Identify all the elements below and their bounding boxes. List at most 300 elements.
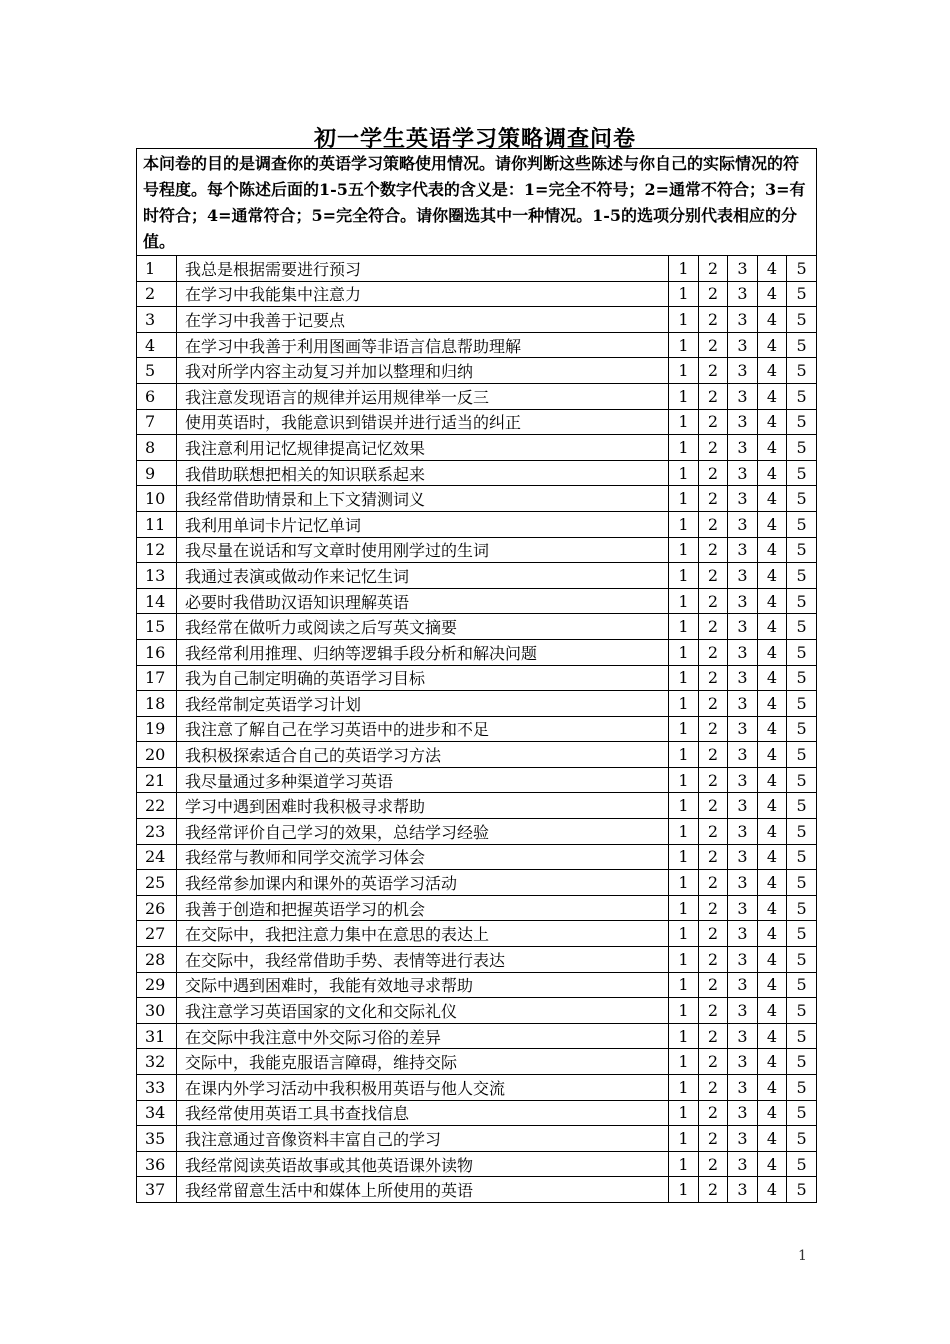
rating-option-2[interactable]: 2	[699, 921, 728, 947]
survey-item-row	[137, 1023, 817, 1049]
item-number: 16	[137, 639, 177, 665]
rating-option-2[interactable]: 2	[699, 307, 728, 333]
rating-option-3[interactable]: 3	[728, 639, 758, 665]
rating-option-4[interactable]: 4	[758, 1049, 787, 1075]
rating-option-3[interactable]: 3	[728, 716, 758, 742]
survey-item-row	[137, 1075, 817, 1101]
rating-option-1[interactable]: 1	[669, 383, 699, 409]
rating-option-4[interactable]: 4	[758, 870, 787, 896]
survey-item-row	[137, 895, 817, 921]
item-statement: 我借助联想把相关的知识联系起来	[177, 460, 669, 486]
item-number: 27	[137, 921, 177, 947]
rating-option-4[interactable]: 4	[758, 639, 787, 665]
survey-item-row	[137, 383, 817, 409]
survey-item-row	[137, 307, 817, 333]
rating-option-1[interactable]: 1	[669, 486, 699, 512]
survey-item-row	[137, 409, 817, 435]
rating-option-5[interactable]: 5	[787, 844, 817, 870]
rating-option-1[interactable]: 1	[669, 767, 699, 793]
rating-option-4[interactable]: 4	[758, 281, 787, 307]
rating-option-3[interactable]: 3	[728, 358, 758, 384]
rating-option-3[interactable]: 3	[728, 972, 758, 998]
rating-option-3[interactable]: 3	[728, 1151, 758, 1177]
item-number: 19	[137, 716, 177, 742]
item-statement: 我经常留意生活中和媒体上所使用的英语	[177, 1177, 669, 1203]
rating-option-5[interactable]: 5	[787, 281, 817, 307]
item-statement: 我注意利用记忆规律提高记忆效果	[177, 435, 669, 461]
rating-option-3[interactable]: 3	[728, 1049, 758, 1075]
rating-option-4[interactable]: 4	[758, 307, 787, 333]
rating-option-3[interactable]: 3	[728, 409, 758, 435]
rating-option-2[interactable]: 2	[699, 614, 728, 640]
rating-option-2[interactable]: 2	[699, 691, 728, 717]
item-number: 33	[137, 1075, 177, 1101]
rating-option-2[interactable]: 2	[699, 844, 728, 870]
item-statement: 在学习中我善于记要点	[177, 307, 669, 333]
rating-option-3[interactable]: 3	[728, 614, 758, 640]
item-number: 31	[137, 1023, 177, 1049]
rating-option-4[interactable]: 4	[758, 614, 787, 640]
rating-option-2[interactable]: 2	[699, 742, 728, 768]
rating-option-4[interactable]: 4	[758, 511, 787, 537]
rating-option-5[interactable]: 5	[787, 921, 817, 947]
rating-option-4[interactable]: 4	[758, 486, 787, 512]
rating-option-3[interactable]: 3	[728, 1126, 758, 1152]
rating-option-2[interactable]: 2	[699, 972, 728, 998]
rating-option-5[interactable]: 5	[787, 895, 817, 921]
rating-option-3[interactable]: 3	[728, 819, 758, 845]
item-statement: 在交际中我注意中外交际习俗的差异	[177, 1023, 669, 1049]
survey-item-row	[137, 665, 817, 691]
survey-table	[136, 148, 817, 1203]
survey-item-row	[137, 281, 817, 307]
rating-option-5[interactable]: 5	[787, 537, 817, 563]
rating-option-4[interactable]: 4	[758, 947, 787, 973]
rating-option-3[interactable]: 3	[728, 281, 758, 307]
rating-option-3[interactable]: 3	[728, 793, 758, 819]
rating-option-5[interactable]: 5	[787, 819, 817, 845]
rating-option-2[interactable]: 2	[699, 1126, 728, 1152]
rating-option-1[interactable]: 1	[669, 1126, 699, 1152]
rating-option-3[interactable]: 3	[728, 844, 758, 870]
rating-option-4[interactable]: 4	[758, 1075, 787, 1101]
rating-option-2[interactable]: 2	[699, 639, 728, 665]
rating-option-3[interactable]: 3	[728, 767, 758, 793]
rating-option-1[interactable]: 1	[669, 870, 699, 896]
survey-item-row	[137, 563, 817, 589]
survey-item-row	[137, 358, 817, 384]
rating-option-3[interactable]: 3	[728, 511, 758, 537]
item-statement: 我经常在做听力或阅读之后写英文摘要	[177, 614, 669, 640]
item-number: 2	[137, 281, 177, 307]
rating-option-4[interactable]: 4	[758, 844, 787, 870]
rating-option-3[interactable]: 3	[728, 435, 758, 461]
rating-option-2[interactable]: 2	[699, 383, 728, 409]
item-statement: 我尽量通过多种渠道学习英语	[177, 767, 669, 793]
rating-option-1[interactable]: 1	[669, 537, 699, 563]
survey-item-row	[137, 998, 817, 1024]
item-number: 7	[137, 409, 177, 435]
rating-option-5[interactable]: 5	[787, 486, 817, 512]
rating-option-1[interactable]: 1	[669, 691, 699, 717]
rating-option-4[interactable]: 4	[758, 358, 787, 384]
rating-option-2[interactable]: 2	[699, 895, 728, 921]
rating-option-3[interactable]: 3	[728, 665, 758, 691]
rating-option-5[interactable]: 5	[787, 409, 817, 435]
rating-option-2[interactable]: 2	[699, 537, 728, 563]
rating-option-5[interactable]: 5	[787, 947, 817, 973]
survey-item-row	[137, 691, 817, 717]
rating-option-3[interactable]: 3	[728, 1177, 758, 1203]
item-statement: 交际中，我能克服语言障碍，维持交际	[177, 1049, 669, 1075]
rating-option-5[interactable]: 5	[787, 998, 817, 1024]
survey-item-row	[137, 819, 817, 845]
rating-option-3[interactable]: 3	[728, 256, 758, 282]
rating-option-3[interactable]: 3	[728, 895, 758, 921]
rating-option-2[interactable]: 2	[699, 767, 728, 793]
rating-option-1[interactable]: 1	[669, 281, 699, 307]
rating-option-2[interactable]: 2	[699, 358, 728, 384]
item-statement: 我为自己制定明确的英语学习目标	[177, 665, 669, 691]
rating-option-3[interactable]: 3	[728, 947, 758, 973]
rating-option-2[interactable]: 2	[699, 1049, 728, 1075]
rating-option-2[interactable]: 2	[699, 665, 728, 691]
rating-option-2[interactable]: 2	[699, 1151, 728, 1177]
rating-option-4[interactable]: 4	[758, 921, 787, 947]
survey-item-row	[137, 614, 817, 640]
rating-option-4[interactable]: 4	[758, 793, 787, 819]
rating-option-1[interactable]: 1	[669, 614, 699, 640]
item-statement: 学习中遇到困难时我积极寻求帮助	[177, 793, 669, 819]
rating-option-1[interactable]: 1	[669, 1100, 699, 1126]
item-number: 5	[137, 358, 177, 384]
item-number: 20	[137, 742, 177, 768]
rating-option-1[interactable]: 1	[669, 409, 699, 435]
item-number: 30	[137, 998, 177, 1024]
survey-item-row	[137, 460, 817, 486]
item-statement: 我尽量在说话和写文章时使用刚学过的生词	[177, 537, 669, 563]
survey-item-row	[137, 511, 817, 537]
rating-option-1[interactable]: 1	[669, 1049, 699, 1075]
rating-option-5[interactable]: 5	[787, 563, 817, 589]
survey-item-row	[137, 1126, 817, 1152]
item-number: 21	[137, 767, 177, 793]
rating-option-5[interactable]: 5	[787, 1126, 817, 1152]
survey-item-row	[137, 588, 817, 614]
rating-option-4[interactable]: 4	[758, 1126, 787, 1152]
item-statement: 在课内外学习活动中我积极用英语与他人交流	[177, 1075, 669, 1101]
item-number: 6	[137, 383, 177, 409]
rating-option-2[interactable]: 2	[699, 256, 728, 282]
item-number: 32	[137, 1049, 177, 1075]
rating-option-1[interactable]: 1	[669, 358, 699, 384]
item-statement: 我积极探索适合自己的英语学习方法	[177, 742, 669, 768]
item-statement: 使用英语时，我能意识到错误并进行适当的纠正	[177, 409, 669, 435]
rating-option-2[interactable]: 2	[699, 819, 728, 845]
rating-option-4[interactable]: 4	[758, 332, 787, 358]
item-number: 3	[137, 307, 177, 333]
item-statement: 我经常评价自己学习的效果，总结学习经验	[177, 819, 669, 845]
survey-item-row	[137, 793, 817, 819]
rating-option-4[interactable]: 4	[758, 716, 787, 742]
rating-option-4[interactable]: 4	[758, 742, 787, 768]
rating-option-4[interactable]: 4	[758, 1177, 787, 1203]
rating-option-5[interactable]: 5	[787, 460, 817, 486]
rating-option-4[interactable]: 4	[758, 895, 787, 921]
rating-option-1[interactable]: 1	[669, 716, 699, 742]
rating-option-3[interactable]: 3	[728, 307, 758, 333]
rating-option-3[interactable]: 3	[728, 563, 758, 589]
rating-option-5[interactable]: 5	[787, 614, 817, 640]
rating-option-5[interactable]: 5	[787, 716, 817, 742]
item-statement: 我注意了解自己在学习英语中的进步和不足	[177, 716, 669, 742]
survey-item-row	[137, 947, 817, 973]
survey-item-row	[137, 1177, 817, 1203]
item-number: 36	[137, 1151, 177, 1177]
item-number: 28	[137, 947, 177, 973]
item-number: 1	[137, 256, 177, 282]
item-statement: 我注意发现语言的规律并运用规律举一反三	[177, 383, 669, 409]
rating-option-1[interactable]: 1	[669, 819, 699, 845]
rating-option-2[interactable]: 2	[699, 460, 728, 486]
survey-item-row	[137, 1049, 817, 1075]
rating-option-5[interactable]: 5	[787, 383, 817, 409]
rating-option-1[interactable]: 1	[669, 460, 699, 486]
rating-option-1[interactable]: 1	[669, 793, 699, 819]
survey-item-row	[137, 742, 817, 768]
rating-option-2[interactable]: 2	[699, 1100, 728, 1126]
rating-option-4[interactable]: 4	[758, 972, 787, 998]
rating-option-1[interactable]: 1	[669, 307, 699, 333]
item-number: 23	[137, 819, 177, 845]
rating-option-2[interactable]: 2	[699, 870, 728, 896]
rating-option-5[interactable]: 5	[787, 1049, 817, 1075]
rating-option-1[interactable]: 1	[669, 844, 699, 870]
item-statement: 我注意学习英语国家的文化和交际礼仪	[177, 998, 669, 1024]
rating-option-5[interactable]: 5	[787, 1023, 817, 1049]
rating-option-4[interactable]: 4	[758, 435, 787, 461]
item-number: 34	[137, 1100, 177, 1126]
item-number: 14	[137, 588, 177, 614]
rating-option-5[interactable]: 5	[787, 1075, 817, 1101]
page-number: 1	[798, 1248, 807, 1264]
rating-option-4[interactable]: 4	[758, 1100, 787, 1126]
rating-option-1[interactable]: 1	[669, 665, 699, 691]
item-statement: 在交际中，我经常借助手势、表情等进行表达	[177, 947, 669, 973]
rating-option-3[interactable]: 3	[728, 537, 758, 563]
rating-option-5[interactable]: 5	[787, 767, 817, 793]
survey-item-row	[137, 921, 817, 947]
item-statement: 我经常借助情景和上下文猜测词义	[177, 486, 669, 512]
rating-option-5[interactable]: 5	[787, 435, 817, 461]
rating-option-5[interactable]: 5	[787, 691, 817, 717]
rating-option-2[interactable]: 2	[699, 511, 728, 537]
rating-option-4[interactable]: 4	[758, 256, 787, 282]
rating-option-4[interactable]: 4	[758, 537, 787, 563]
item-number: 17	[137, 665, 177, 691]
survey-item-row	[137, 1151, 817, 1177]
rating-option-1[interactable]: 1	[669, 742, 699, 768]
rating-option-4[interactable]: 4	[758, 691, 787, 717]
rating-option-2[interactable]: 2	[699, 563, 728, 589]
rating-option-4[interactable]: 4	[758, 1151, 787, 1177]
rating-option-3[interactable]: 3	[728, 588, 758, 614]
item-number: 24	[137, 844, 177, 870]
rating-option-4[interactable]: 4	[758, 460, 787, 486]
rating-option-1[interactable]: 1	[669, 998, 699, 1024]
rating-option-4[interactable]: 4	[758, 665, 787, 691]
rating-option-2[interactable]: 2	[699, 1075, 728, 1101]
rating-option-2[interactable]: 2	[699, 716, 728, 742]
rating-option-2[interactable]: 2	[699, 588, 728, 614]
survey-item-row	[137, 1100, 817, 1126]
rating-option-2[interactable]: 2	[699, 1023, 728, 1049]
rating-option-3[interactable]: 3	[728, 460, 758, 486]
item-statement: 我经常制定英语学习计划	[177, 691, 669, 717]
item-statement: 我经常利用推理、归纳等逻辑手段分析和解决问题	[177, 639, 669, 665]
item-number: 9	[137, 460, 177, 486]
item-statement: 我经常使用英语工具书查找信息	[177, 1100, 669, 1126]
rating-option-3[interactable]: 3	[728, 921, 758, 947]
rating-option-2[interactable]: 2	[699, 793, 728, 819]
item-number: 22	[137, 793, 177, 819]
rating-option-1[interactable]: 1	[669, 563, 699, 589]
rating-option-3[interactable]: 3	[728, 742, 758, 768]
item-number: 15	[137, 614, 177, 640]
rating-option-5[interactable]: 5	[787, 307, 817, 333]
rating-option-2[interactable]: 2	[699, 409, 728, 435]
survey-item-row	[137, 767, 817, 793]
rating-option-5[interactable]: 5	[787, 332, 817, 358]
survey-item-row	[137, 972, 817, 998]
item-number: 4	[137, 332, 177, 358]
item-statement: 我经常阅读英语故事或其他英语课外读物	[177, 1151, 669, 1177]
rating-option-3[interactable]: 3	[728, 1023, 758, 1049]
rating-option-5[interactable]: 5	[787, 742, 817, 768]
rating-option-3[interactable]: 3	[728, 486, 758, 512]
survey-item-row	[137, 639, 817, 665]
survey-item-row	[137, 870, 817, 896]
rating-option-1[interactable]: 1	[669, 435, 699, 461]
rating-option-1[interactable]: 1	[669, 947, 699, 973]
item-statement: 我注意通过音像资料丰富自己的学习	[177, 1126, 669, 1152]
rating-option-3[interactable]: 3	[728, 383, 758, 409]
rating-option-5[interactable]: 5	[787, 665, 817, 691]
item-statement: 交际中遇到困难时，我能有效地寻求帮助	[177, 972, 669, 998]
rating-option-4[interactable]: 4	[758, 767, 787, 793]
rating-option-3[interactable]: 3	[728, 332, 758, 358]
item-statement: 我通过表演或做动作来记忆生词	[177, 563, 669, 589]
item-number: 29	[137, 972, 177, 998]
item-statement: 我善于创造和把握英语学习的机会	[177, 895, 669, 921]
rating-option-5[interactable]: 5	[787, 639, 817, 665]
rating-option-2[interactable]: 2	[699, 332, 728, 358]
item-number: 8	[137, 435, 177, 461]
rating-option-4[interactable]: 4	[758, 819, 787, 845]
survey-item-row	[137, 435, 817, 461]
item-statement: 我利用单词卡片记忆单词	[177, 511, 669, 537]
item-number: 13	[137, 563, 177, 589]
rating-option-2[interactable]: 2	[699, 435, 728, 461]
survey-item-row	[137, 256, 817, 282]
item-number: 26	[137, 895, 177, 921]
rating-option-1[interactable]: 1	[669, 1151, 699, 1177]
rating-option-3[interactable]: 3	[728, 1075, 758, 1101]
rating-option-4[interactable]: 4	[758, 998, 787, 1024]
rating-option-2[interactable]: 2	[699, 281, 728, 307]
rating-option-1[interactable]: 1	[669, 332, 699, 358]
rating-option-2[interactable]: 2	[699, 947, 728, 973]
rating-option-1[interactable]: 1	[669, 511, 699, 537]
item-number: 12	[137, 537, 177, 563]
item-statement: 必要时我借助汉语知识理解英语	[177, 588, 669, 614]
rating-option-1[interactable]: 1	[669, 1075, 699, 1101]
rating-option-5[interactable]: 5	[787, 1100, 817, 1126]
rating-option-2[interactable]: 2	[699, 1177, 728, 1203]
rating-option-5[interactable]: 5	[787, 793, 817, 819]
page-title: 初一学生英语学习策略调查问卷	[313, 126, 636, 152]
rating-option-3[interactable]: 3	[728, 1100, 758, 1126]
rating-option-4[interactable]: 4	[758, 563, 787, 589]
rating-option-3[interactable]: 3	[728, 870, 758, 896]
item-statement: 在学习中我善于利用图画等非语言信息帮助理解	[177, 332, 669, 358]
survey-item-row	[137, 844, 817, 870]
item-number: 18	[137, 691, 177, 717]
rating-option-5[interactable]: 5	[787, 972, 817, 998]
item-statement: 我总是根据需要进行预习	[177, 256, 669, 282]
rating-option-1[interactable]: 1	[669, 639, 699, 665]
rating-option-5[interactable]: 5	[787, 870, 817, 896]
rating-option-1[interactable]: 1	[669, 921, 699, 947]
rating-option-1[interactable]: 1	[669, 1177, 699, 1203]
item-statement: 我对所学内容主动复习并加以整理和归纳	[177, 358, 669, 384]
rating-option-1[interactable]: 1	[669, 588, 699, 614]
survey-item-row	[137, 486, 817, 512]
survey-item-row	[137, 716, 817, 742]
item-statement: 我经常与教师和同学交流学习体会	[177, 844, 669, 870]
item-number: 25	[137, 870, 177, 896]
rating-option-5[interactable]: 5	[787, 1151, 817, 1177]
rating-option-1[interactable]: 1	[669, 895, 699, 921]
survey-item-row	[137, 332, 817, 358]
rating-option-5[interactable]: 5	[787, 358, 817, 384]
item-statement: 在交际中，我把注意力集中在意思的表达上	[177, 921, 669, 947]
rating-option-5[interactable]: 5	[787, 256, 817, 282]
rating-option-1[interactable]: 1	[669, 1023, 699, 1049]
item-number: 10	[137, 486, 177, 512]
rating-option-4[interactable]: 4	[758, 383, 787, 409]
item-number: 11	[137, 511, 177, 537]
rating-option-4[interactable]: 4	[758, 588, 787, 614]
rating-option-1[interactable]: 1	[669, 256, 699, 282]
rating-option-5[interactable]: 5	[787, 511, 817, 537]
rating-option-5[interactable]: 5	[787, 588, 817, 614]
rating-option-2[interactable]: 2	[699, 998, 728, 1024]
item-statement: 我经常参加课内和课外的英语学习活动	[177, 870, 669, 896]
rating-option-5[interactable]: 5	[787, 1177, 817, 1203]
rating-option-4[interactable]: 4	[758, 1023, 787, 1049]
survey-item-row	[137, 537, 817, 563]
rating-option-4[interactable]: 4	[758, 409, 787, 435]
rating-option-3[interactable]: 3	[728, 691, 758, 717]
rating-option-2[interactable]: 2	[699, 486, 728, 512]
item-number: 35	[137, 1126, 177, 1152]
item-statement: 在学习中我能集中注意力	[177, 281, 669, 307]
rating-option-3[interactable]: 3	[728, 998, 758, 1024]
item-number: 37	[137, 1177, 177, 1203]
intro-text: 本问卷的目的是调查你的英语学习策略使用情况。请你判断这些陈述与你自己的实际情况的符号程度。每个陈述后面的1-5五个数字代表的含义是：1=完全不符号；2=通常不符合；3=有时符合；4=通常符合；5=完全符合。请你圈选其中一种情况。1-5的选项分别代表相应的分值。	[137, 149, 817, 256]
rating-option-1[interactable]: 1	[669, 972, 699, 998]
